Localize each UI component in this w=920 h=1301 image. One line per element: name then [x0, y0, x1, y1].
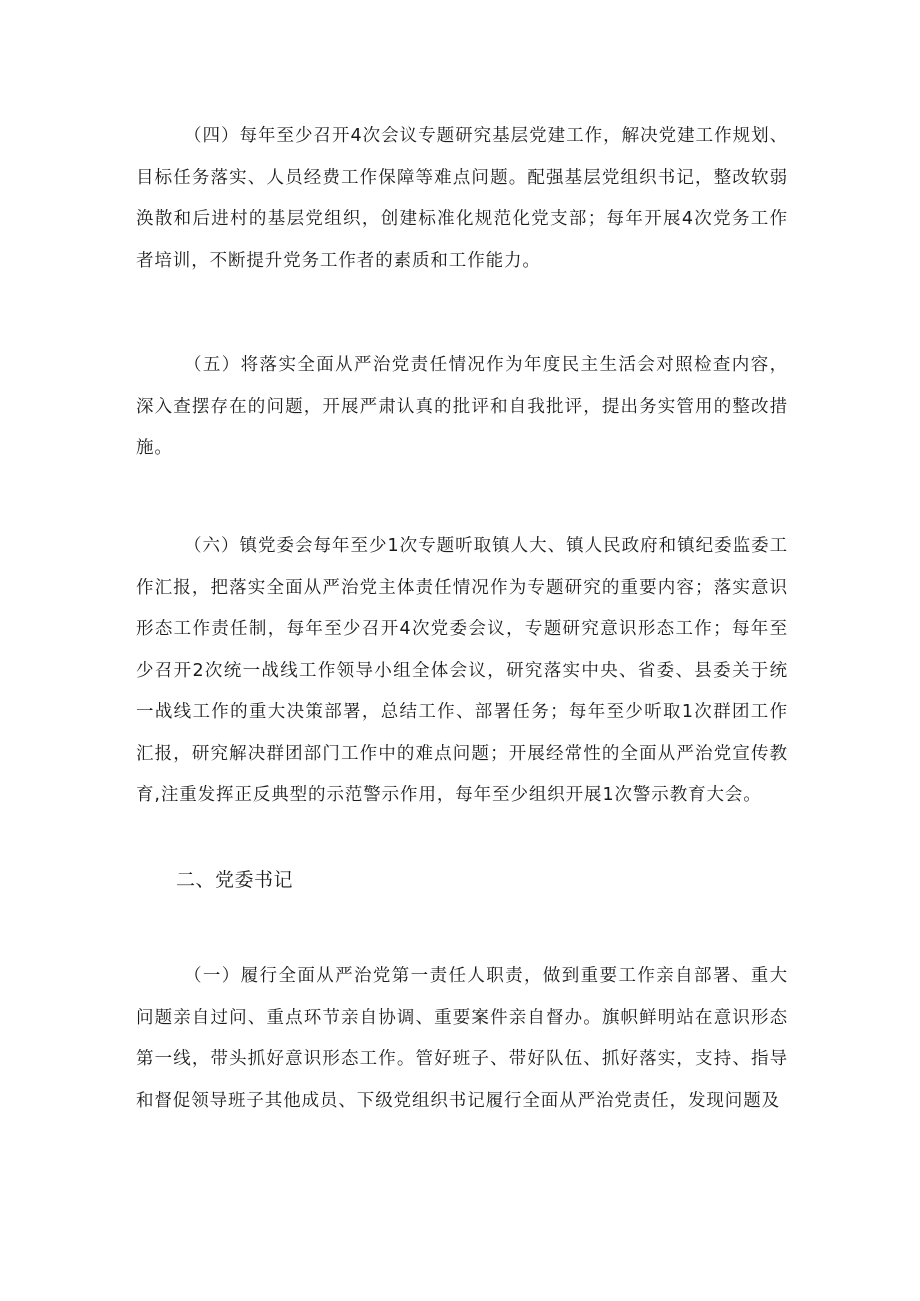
paragraph-6: （六）镇党委会每年至少1次专题听取镇人大、镇人民政府和镇纪委监委工作汇报，把落实全面从严治党主体责任情况作为专题研究的重要内容；落实意识形态工作责任制，每年至少召开4次党委会议，专题研究意识形态工作；每年至少召开2次统一战线工作领导小组全体会议，研究落实中央、省委、县委关于统一战线工作的重大决策部署，总结工作、部署任务；每年至少听取1次群团工作汇报，研究解决群团部门工作中的难点问题；开展经常性的全面从严治党宣传教育,注重发挥正反典型的示范警示作用，每年至少组织开展1次警示教育大会。	[136, 536, 788, 805]
paragraph-4: （四）每年至少召开4次会议专题研究基层党建工作，解决党建工作规划、目标任务落实、人员经费工作保障等难点问题。配强基层党组织书记，整改软弱涣散和后进村的基层党组织，创建标准化规范化党支部；每年开展4次党务工作者培训，不断提升党务工作者的素质和工作能力。	[136, 126, 788, 271]
paragraph-5: （五）将落实全面从严治党责任情况作为年度民主生活会对照检查内容，深入查摆存在的问题，开展严肃认真的批评和自我批评，提出务实管用的整改措施。	[136, 355, 788, 458]
section-paragraph-1: （一）履行全面从严治党第一责任人职责，做到重要工作亲自部署、重大问题亲自过问、重点环节亲自协调、重要案件亲自督办。旗帜鲜明站在意识形态第一线，带头抓好意识形态工作。管好班子、带好队伍、抓好落实，支持、指导和督促领导班子其他成员、下级党组织书记履行全面从严治党责任，发现问题及	[136, 966, 788, 1111]
section-heading: 二、党委书记	[176, 869, 294, 891]
